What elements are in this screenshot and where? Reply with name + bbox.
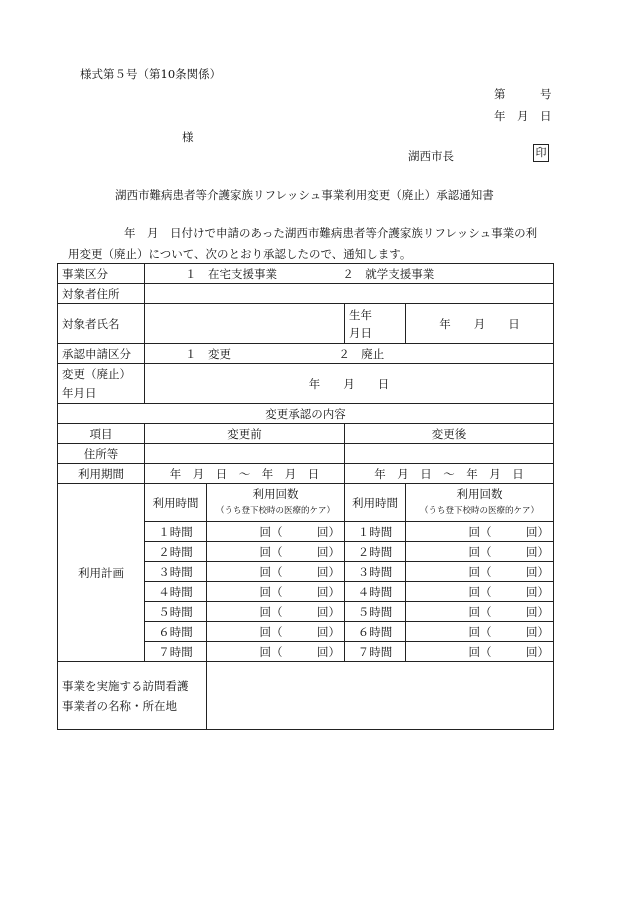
change-date-label-line-2: 年月日	[62, 385, 97, 400]
count-after-4: 回（ 回）	[406, 582, 554, 602]
hour-before-2: ２時間	[145, 542, 207, 562]
count-before-5: 回（ 回）	[207, 602, 345, 622]
count-before-4: 回（ 回）	[207, 582, 345, 602]
usage-time-header-before: 利用時間	[145, 484, 207, 522]
name-label: 対象者氏名	[58, 304, 145, 344]
birth-date-label	[345, 304, 406, 344]
provider-label-line-2: 事業者の名称・所在地	[62, 698, 177, 713]
provider-label-line-1: 事業を実施する訪問看護	[62, 678, 189, 693]
hour-before-6: ６時間	[145, 622, 207, 642]
body-text-line-1: 年 月 日付けで申請のあった湖西市難病患者等介護家族リフレッシュ事業の利	[124, 226, 538, 240]
content-header: 変更承認の内容	[58, 404, 554, 424]
notice-form-table	[57, 263, 554, 730]
before-label: 変更前	[145, 424, 345, 444]
residence-after-cell	[345, 444, 554, 464]
hour-after-6: ６時間	[345, 622, 406, 642]
content-header-row	[58, 404, 554, 424]
residence-label: 住所等	[58, 444, 145, 464]
hour-after-1: １時間	[345, 522, 406, 542]
usage-count-header-after	[406, 484, 554, 522]
hour-before-4: ４時間	[145, 582, 207, 602]
hour-after-4: ４時間	[345, 582, 406, 602]
request-type-label: 承認申請区分	[58, 344, 145, 364]
change-date-label-line-1: 変更（廃止）	[62, 366, 131, 381]
issue-date-line: 年 月 日	[494, 109, 552, 123]
after-label: 変更後	[345, 424, 554, 444]
period-after-value: 年 月 日 ～ 年 月 日	[345, 464, 554, 484]
request-type-row	[58, 344, 554, 364]
item-label: 項目	[58, 424, 145, 444]
address-row	[58, 284, 554, 304]
usage-count-note-before: （うち登下校時の医療的ケア）	[215, 505, 335, 516]
seal-stamp-box: 印	[533, 144, 549, 162]
body-text-line-2: 用変更（廃止）について、次のとおり承認したので、通知します。	[68, 247, 412, 261]
address-label: 対象者住所	[58, 284, 145, 304]
request-option-change: １ 変更	[185, 346, 231, 361]
count-after-3: 回（ 回）	[406, 562, 554, 582]
count-before-7: 回（ 回）	[207, 642, 345, 662]
form-number: 様式第５号（第10条関係）	[80, 67, 222, 81]
addressee-suffix: 様	[182, 130, 194, 144]
hour-before-1: １時間	[145, 522, 207, 542]
period-row	[58, 464, 554, 484]
business-type-option-home: １ 在宅支援事業	[185, 266, 277, 281]
count-before-3: 回（ 回）	[207, 562, 345, 582]
change-date-value: 年 月 日	[145, 364, 554, 404]
hour-before-3: ３時間	[145, 562, 207, 582]
hour-after-2: ２時間	[345, 542, 406, 562]
count-after-1: 回（ 回）	[406, 522, 554, 542]
business-type-option-school: ２ 就学支援事業	[342, 266, 435, 281]
birth-label-line-1: 生年	[349, 307, 372, 322]
count-after-6: 回（ 回）	[406, 622, 554, 642]
count-before-2: 回（ 回）	[207, 542, 345, 562]
hour-after-5: ５時間	[345, 602, 406, 622]
usage-time-header-after: 利用時間	[345, 484, 406, 522]
hour-before-5: ５時間	[145, 602, 207, 622]
hour-before-7: ７時間	[145, 642, 207, 662]
request-option-abolish: ２ 廃止	[338, 346, 385, 361]
business-type-options	[145, 264, 554, 284]
usage-count-label-before: 利用回数	[252, 486, 299, 501]
usage-count-label-after: 利用回数	[456, 486, 503, 501]
document-title: 湖西市難病患者等介護家族リフレッシュ事業利用変更（廃止）承認通知書	[115, 188, 494, 202]
column-header-row	[58, 424, 554, 444]
usage-count-note-after: （うち登下校時の医療的ケア）	[419, 505, 539, 516]
count-after-5: 回（ 回）	[406, 602, 554, 622]
document-number-line: 第 号	[494, 87, 552, 101]
hour-after-3: ３時間	[345, 562, 406, 582]
count-after-2: 回（ 回）	[406, 542, 554, 562]
birth-label-line-2: 月日	[349, 325, 372, 340]
hour-after-7: ７時間	[345, 642, 406, 662]
period-before-value: 年 月 日 ～ 年 月 日	[145, 464, 345, 484]
period-label: 利用期間	[58, 464, 145, 484]
provider-row	[58, 662, 554, 730]
plan-label: 利用計画	[58, 484, 145, 662]
request-type-options	[145, 344, 554, 364]
change-date-row	[58, 364, 554, 404]
business-type-row	[58, 264, 554, 284]
residence-before-cell	[145, 444, 345, 464]
provider-value-cell	[207, 662, 554, 730]
count-after-7: 回（ 回）	[406, 642, 554, 662]
provider-label	[58, 662, 207, 730]
business-type-label: 事業区分	[58, 264, 145, 284]
address-value-cell	[145, 284, 554, 304]
name-row	[58, 304, 554, 344]
count-before-1: 回（ 回）	[207, 522, 345, 542]
issuer-name: 湖西市長	[408, 149, 454, 163]
birth-date-value: 年 月 日	[406, 304, 554, 344]
change-date-label	[58, 364, 145, 404]
count-before-6: 回（ 回）	[207, 622, 345, 642]
usage-count-header-before	[207, 484, 345, 522]
usage-header-row	[58, 484, 554, 522]
residence-row	[58, 444, 554, 464]
name-value-cell	[145, 304, 345, 344]
